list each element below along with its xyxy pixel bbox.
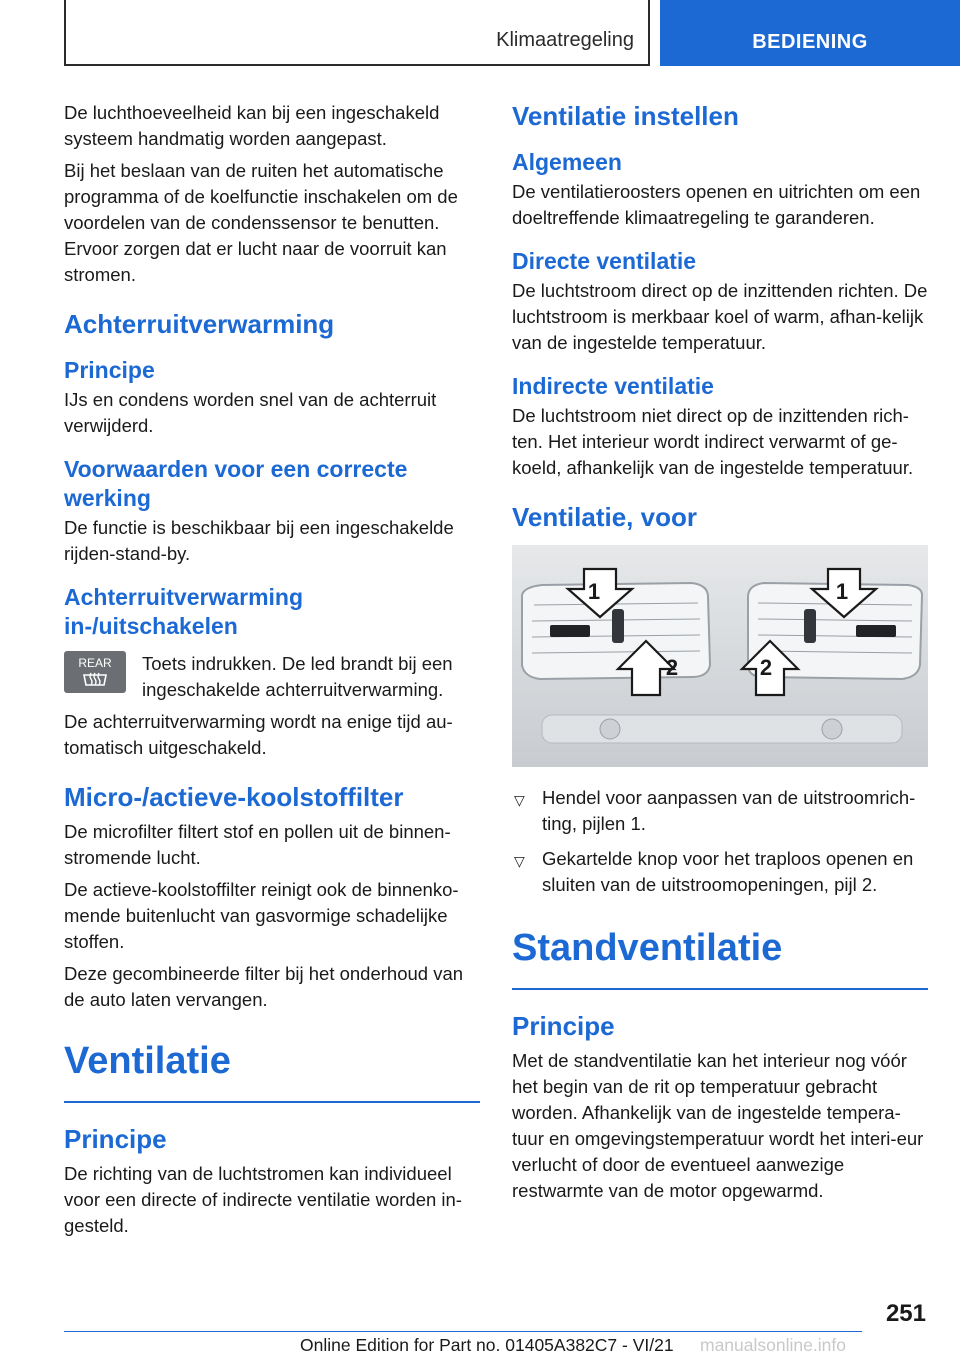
list-item: ▽ Gekartelde knop voor het traploos openen en sluiten van de uitstroomopeningen, pijl 2. [514,848,914,895]
figure-label-2-right: 2 [759,655,773,680]
indirect-heading: Indirecte ventilatie [512,373,714,399]
rear-switch-heading: Achterruitverwarming in-/uitschakelen [64,584,304,639]
voorwaarden-heading: Voorwaarden voor een correcte werking [64,456,408,511]
stand-principe-heading: Principe [512,1011,615,1041]
vent-principe-heading: Principe [64,1124,167,1154]
header-section-title: Klimaatregeling [496,29,634,51]
figure-label-2-left: 2 [665,655,679,680]
left-column [64,100,480,1245]
header-chapter-title: BEDIENING [752,31,868,53]
left-knob [612,609,624,643]
rear-button-text: Toets indrukken. De led brandt bij een ingeschakelde achterruitverwarming. [142,653,453,700]
right-knob [804,609,816,643]
rear-button-row [64,651,480,703]
rear-principe-text: IJs en condens worden snel van de achterruit verwijderd. [64,389,437,436]
footer-edition: Online Edition for Part no. 01405A382C7 - VI/21 [300,1335,674,1355]
footer-watermark: manualsonline.info [700,1335,846,1355]
rear-principe-heading: Principe [64,357,155,383]
filter-text-2: De actieve-koolstoffilter reinigt ook de binnenko-mende buitenlucht van gasvormige schadelijke stoffen. [64,879,459,952]
filter-heading: Micro-/actieve-koolstoffilter [64,782,404,812]
voorwaarden-text: De functie is beschikbaar bij een ingeschakelde rijden-stand-by. [64,517,454,564]
filter-text-3: Deze gecombineerde filter bij het onderhoud van de auto laten vervangen. [64,963,464,1010]
right-lever [856,625,896,637]
footer-divider [64,1331,862,1332]
header-section-box [64,0,650,66]
vent-figure [512,545,928,767]
page-number: 251 [885,1300,926,1327]
right-column [512,100,928,1210]
rear-defrost-icon [64,651,126,693]
filter-text-1: De microfilter filtert stof en pollen uit de binnen-stromende lucht. [64,821,451,868]
figure-label-1-left: 1 [587,579,601,604]
vent-bullets [512,785,928,898]
header-chapter-tab [660,0,960,66]
voor-heading: Ventilatie, voor [512,502,697,532]
figure-label-1-right: 1 [835,579,849,604]
rear-button-label: REAR [78,656,112,670]
list-item: ▽ Hendel voor aanpassen van de uitstroomrich-ting, pijlen 1. [514,787,916,834]
rear-window-heading: Achterruitverwarming [64,309,335,339]
indirect-text: De luchtstroom niet direct op de inzittenden rich-ten. Het interieur wordt indirect verwarmt of ge-koeld, afhankelijk van de ingestelde temperatuur. [512,405,914,478]
air-amount-text: De luchthoeveelheid kan bij een ingeschakeld systeem handmatig worden aangepast. [64,102,440,149]
standventilatie-heading: Standventilatie [512,926,928,990]
auto-off-text: De achterruitverwarming wordt na enige tijd au-tomatisch uitgeschakeld. [64,711,453,758]
stand-principe-text: Met de standventilatie kan het interieur nog vóór het begin van de rit op temperatuur gebracht worden. Afhankelijk van de ingestelde tempera-tuur en omgevingstemperatuur wordt het interi-eur verlucht of door de eventueel aanwezige restwarmte van de motor opgewarmd. [512,1050,924,1201]
instellen-heading: Ventilatie instellen [512,101,739,131]
vent-principe-text: De richting van de luchtstromen kan individueel voor een directe of indirecte ventilatie worden in-gesteld. [64,1163,462,1236]
algemeen-text: De ventilatieroosters openen en uitrichten om een doeltreffende klimaatregeling te garanderen. [512,181,921,228]
bullet-triangle-icon: ▽ [514,792,525,808]
fogging-text: Bij het beslaan van de ruiten het automatische programma of de koelfunctie inschakelen om de voordelen van de condenssensor te benutten. Ervoor zorgen dat er lucht naar de voorruit kan stromen. [64,160,458,285]
bullet-triangle-icon: ▽ [514,853,525,869]
algemeen-heading: Algemeen [512,149,622,175]
ventilatie-heading: Ventilatie [64,1039,480,1103]
left-lever [550,625,590,637]
direct-heading: Directe ventilatie [512,248,697,274]
direct-text: De luchtstroom direct op de inzittenden richten. De luchtstroom is merkbaar koel of warm, afhan-kelijk van de ingestelde temperatuur. [512,280,928,353]
